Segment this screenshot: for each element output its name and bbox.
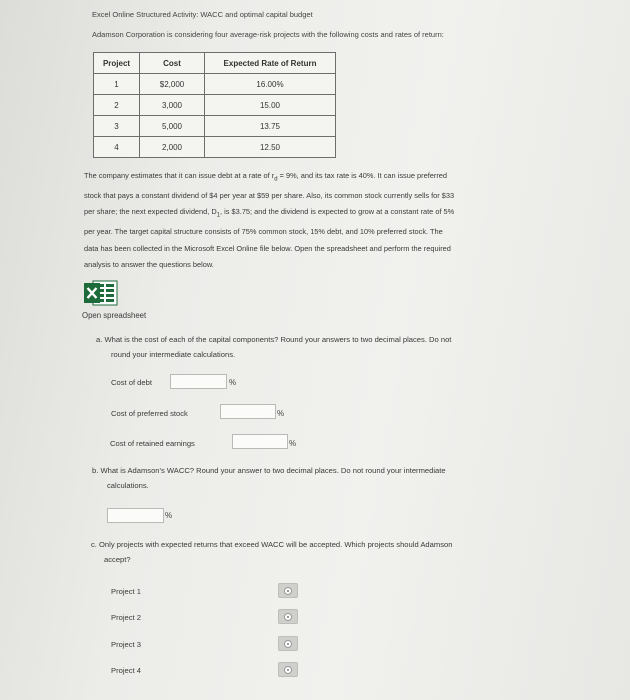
header-cost: Cost (140, 53, 205, 74)
dropdown-icon (284, 666, 292, 674)
question-a-line1: a. What is the cost of each of the capital components? Round your answers to two decimal places. Do not (96, 335, 452, 344)
cell-project: 4 (94, 137, 140, 158)
table-row (94, 95, 336, 116)
cell-cost: 3,000 (140, 95, 205, 116)
dropdown-icon (284, 613, 292, 621)
question-a-line2: round your intermediate calculations. (111, 350, 236, 359)
project-2-label: Project 2 (111, 613, 141, 622)
body-line: analysis to answer the questions below. (84, 260, 214, 270)
intro-text: Adamson Corporation is considering four average-risk projects with the following costs and rates of return: (92, 30, 444, 39)
cell-project: 2 (94, 95, 140, 116)
body-line: data has been collected in the Microsoft Excel Online file below. Open the spreadsheet and perform the required (84, 243, 451, 253)
body-line: The company estimates that it can issue debt at a rate of $r_d = 9\%$, and its tax rate is 40%. It can issue preferred (84, 171, 448, 183)
open-spreadsheet-link[interactable]: Open spreadsheet (82, 311, 147, 320)
project-1-select[interactable] (278, 583, 298, 598)
cost-of-preferred-input[interactable] (220, 404, 276, 419)
cell-project: 1 (94, 74, 140, 95)
percent-sign: % (165, 511, 173, 520)
table-row (94, 137, 336, 158)
project-4-select[interactable] (278, 662, 298, 677)
cell-project: 3 (94, 116, 140, 137)
cost-of-retained-label: Cost of retained earnings (110, 439, 195, 448)
question-c (91, 537, 452, 567)
question-b-line2: calculations. (107, 481, 149, 490)
project-4-label: Project 4 (111, 666, 141, 675)
project-1-label: Project 1 (111, 587, 141, 596)
cost-of-debt-input[interactable] (170, 374, 227, 389)
wacc-input[interactable] (107, 508, 164, 523)
cell-rate: 13.75 (205, 116, 336, 137)
project-3-select[interactable] (278, 636, 298, 651)
question-c-line1: c. Only projects with expected returns that exceed WACC will be accepted. Which projects should Adamson (91, 540, 453, 549)
question-b-line1: b. What is Adamson's WACC? Round your answer to two decimal places. Do not round your intermediate (92, 466, 446, 475)
project-3-label: Project 3 (111, 640, 141, 649)
project-2-select[interactable] (278, 609, 298, 624)
header-rate: Expected Rate of Return (205, 53, 336, 74)
cell-rate: 12.50 (205, 137, 336, 158)
percent-sign: % (277, 409, 285, 418)
question-c-line2: accept? (104, 555, 131, 564)
cell-cost: $2,000 (140, 74, 205, 95)
header-project: Project (94, 53, 140, 74)
table-row (94, 74, 336, 95)
cell-rate: 16.00% (205, 74, 336, 95)
body-line: per share; the next expected dividend, $D_1$, is $3.75; and the dividend is expected to grow at a constant rate of 5% (84, 207, 455, 219)
table-row (94, 116, 336, 137)
cell-rate: 15.00 (205, 95, 336, 116)
percent-sign: % (289, 439, 297, 448)
question-a (96, 332, 451, 362)
problem-description (84, 168, 614, 274)
body-line: stock that pays a constant dividend of $4 per year at $59 per share. Also, its common stock currently sells for $33 (84, 190, 455, 200)
percent-sign: % (229, 378, 237, 387)
question-b (92, 463, 446, 493)
cost-of-retained-input[interactable] (232, 434, 288, 449)
cell-cost: 5,000 (140, 116, 205, 137)
dropdown-icon (284, 587, 292, 595)
projects-table (93, 52, 336, 158)
body-line: per year. The target capital structure consists of 75% common stock, 15% debt, and 10% preferred stock. The (84, 227, 443, 237)
table-header-row (94, 53, 336, 74)
excel-icon[interactable] (84, 280, 118, 306)
cell-cost: 2,000 (140, 137, 205, 158)
page-title: Excel Online Structured Activity: WACC and optimal capital budget (92, 10, 313, 19)
dropdown-icon (284, 640, 292, 648)
cost-of-debt-label: Cost of debt (111, 378, 152, 387)
cost-of-preferred-label: Cost of preferred stock (111, 409, 188, 418)
